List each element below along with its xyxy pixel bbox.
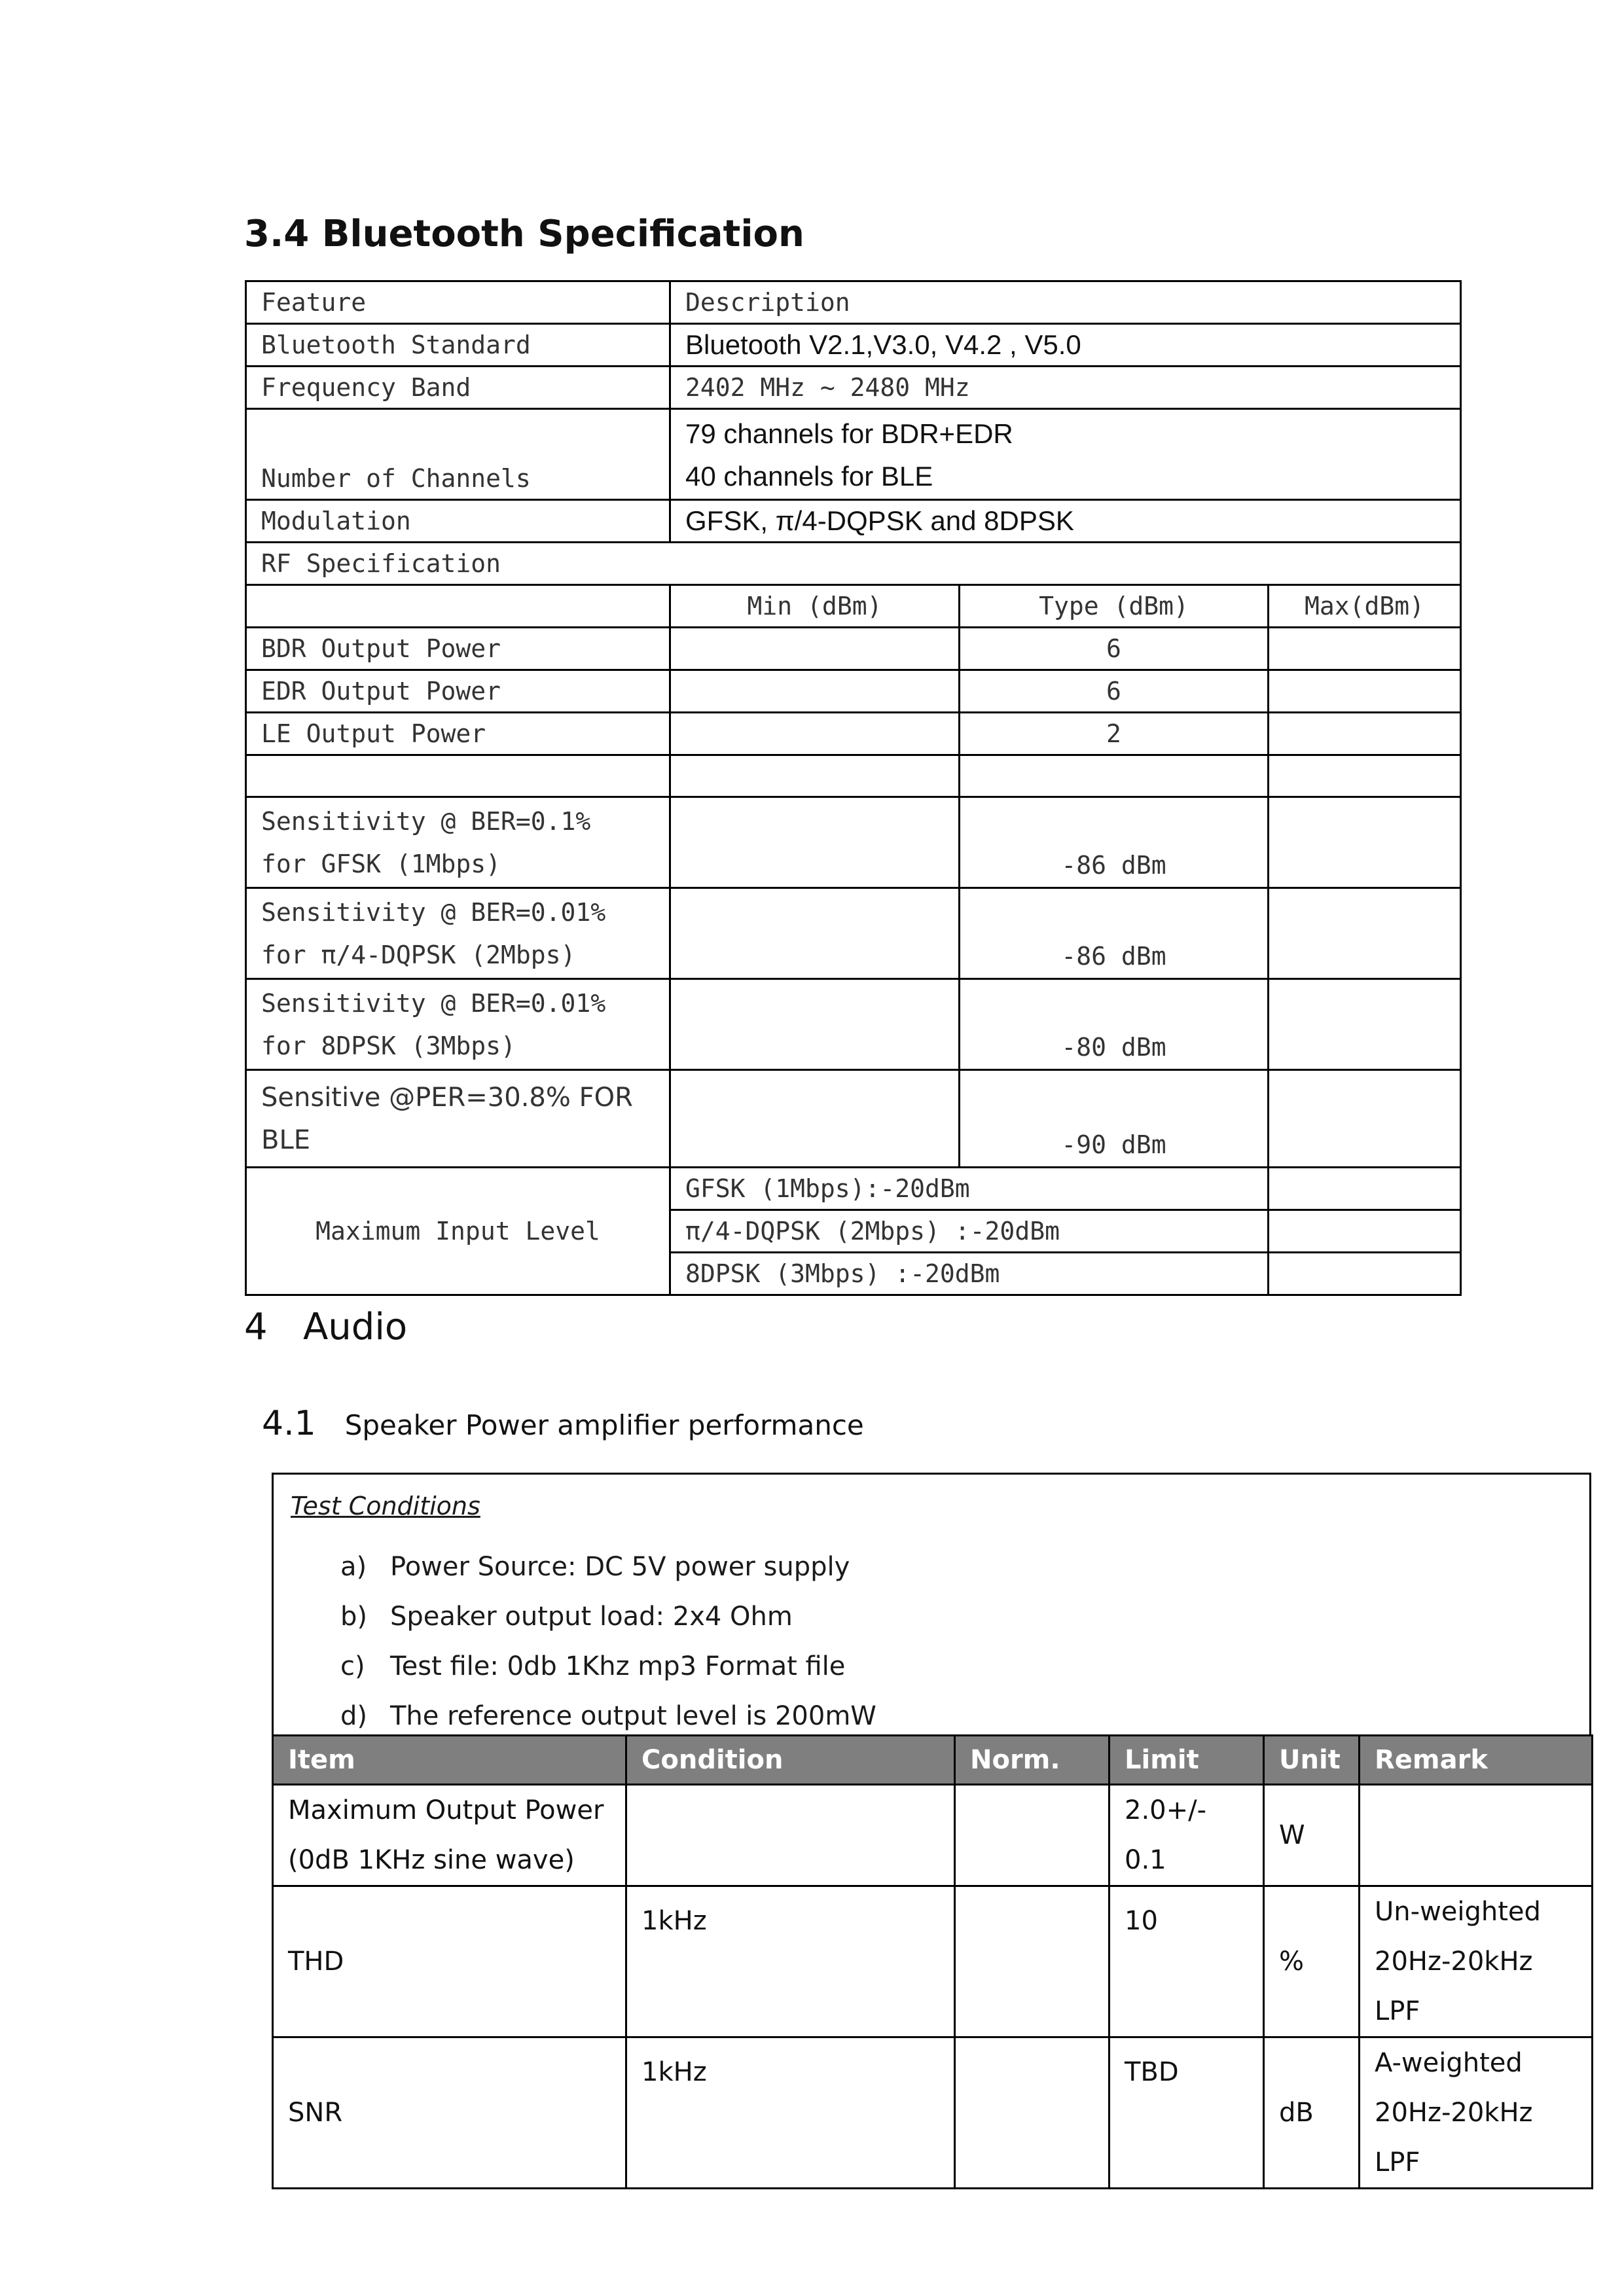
table-row — [246, 1070, 1461, 1168]
label-line: for π/4-DQPSK (2Mbps) — [261, 941, 576, 969]
min-cell — [670, 797, 960, 888]
table-row — [246, 755, 1461, 797]
sensitivity-value: -86 dBm — [960, 797, 1269, 888]
max-header: Max(dBm) — [1269, 585, 1461, 628]
table-row — [246, 1168, 1461, 1210]
table-row — [246, 324, 1461, 367]
norm-cell — [955, 2037, 1110, 2189]
table-row — [246, 585, 1461, 628]
norm-cell — [955, 1886, 1110, 2037]
table-row — [246, 713, 1461, 755]
remark-line: A-weighted — [1375, 2048, 1523, 2078]
condition-text: Power Source: DC 5V power supply — [390, 1552, 850, 1582]
speaker-section-heading — [262, 1404, 864, 1443]
table-row — [246, 367, 1461, 409]
type-header: Type (dBm) — [960, 585, 1269, 628]
channels-line: 79 channels for BDR+EDR — [685, 418, 1013, 449]
max-input-value: 8DPSK (3Mbps) :-20dBm — [670, 1253, 1269, 1295]
condition-item — [340, 1701, 876, 1731]
item-cell: SNR — [273, 2037, 626, 2189]
limit-cell: 10 — [1110, 1886, 1264, 2037]
remark-line: 20Hz-20kHz LPF — [1375, 2098, 1533, 2178]
table-row — [246, 628, 1461, 670]
max-input-label: Maximum Input Level — [246, 1168, 670, 1295]
max-input-value: GFSK (1Mbps):-20dBm — [670, 1168, 1269, 1210]
item-line: (0dB 1KHz sine wave) — [288, 1845, 575, 1875]
feature-cell: Frequency Band — [246, 367, 670, 409]
max-cell — [1269, 797, 1461, 888]
label-line: for GFSK (1Mbps) — [261, 850, 501, 878]
col-header-remark: Remark — [1360, 1736, 1593, 1785]
max-cell — [1269, 979, 1461, 1070]
max-cell — [1269, 888, 1461, 979]
table-row — [273, 2037, 1593, 2189]
label-line: Sensitivity @ BER=0.01% — [261, 898, 606, 927]
feature-cell: Number of Channels — [246, 409, 670, 500]
sensitivity-label — [246, 797, 670, 888]
table-row — [273, 1886, 1593, 2037]
description-cell: GFSK, π/4-DQPSK and 8DPSK — [670, 500, 1461, 543]
condition-text: Test file: 0db 1Khz mp3 Format file — [390, 1651, 846, 1681]
max-cell — [1269, 1168, 1461, 1210]
table-row — [246, 409, 1461, 500]
empty-cell — [960, 755, 1269, 797]
empty-cell — [246, 585, 670, 628]
max-cell — [1269, 1070, 1461, 1168]
type-cell: 6 — [960, 670, 1269, 713]
remark-line: 20Hz-20kHz LPF — [1375, 1946, 1533, 2026]
sensitivity-label — [246, 1070, 670, 1168]
feature-cell: BDR Output Power — [246, 628, 670, 670]
description-header: Description — [670, 281, 1461, 324]
item-cell — [273, 1785, 626, 1886]
section-title: Speaker Power amplifier performance — [344, 1409, 864, 1441]
min-cell — [670, 628, 960, 670]
norm-cell — [955, 1785, 1110, 1886]
col-header-item: Item — [273, 1736, 626, 1785]
remark-line: Un-weighted — [1375, 1897, 1541, 1927]
type-cell: 6 — [960, 628, 1269, 670]
table-row — [246, 979, 1461, 1070]
condition-letter: a) — [340, 1552, 367, 1582]
remark-cell — [1360, 2037, 1593, 2189]
item-line: Maximum Output Power — [288, 1795, 604, 1825]
audio-section-heading — [244, 1306, 407, 1348]
limit-cell: 2.0+/- 0.1 — [1110, 1785, 1264, 1886]
sensitivity-value: -90 dBm — [960, 1070, 1269, 1168]
feature-cell: EDR Output Power — [246, 670, 670, 713]
section-number: 4.1 — [262, 1404, 316, 1443]
table-header-row — [273, 1736, 1593, 1785]
sensitivity-value: -86 dBm — [960, 888, 1269, 979]
max-input-value: π/4-DQPSK (2Mbps) :-20dBm — [670, 1210, 1269, 1253]
section-number: 4 — [244, 1306, 268, 1348]
label-line: Sensitive @PER=30.8% FOR — [261, 1083, 633, 1113]
limit-cell: TBD — [1110, 2037, 1264, 2189]
table-row — [246, 500, 1461, 543]
col-header-limit: Limit — [1110, 1736, 1264, 1785]
condition-letter: d) — [340, 1701, 367, 1731]
condition-letter: c) — [340, 1651, 365, 1681]
section-title: Audio — [303, 1306, 408, 1348]
max-cell — [1269, 1210, 1461, 1253]
max-cell — [1269, 1253, 1461, 1295]
item-cell: THD — [273, 1886, 626, 2037]
bluetooth-section-heading: 3.4 Bluetooth Specification — [244, 213, 804, 255]
min-cell — [670, 670, 960, 713]
max-cell — [1269, 628, 1461, 670]
type-cell: 2 — [960, 713, 1269, 755]
remark-cell — [1360, 1886, 1593, 2037]
test-conditions-title: Test Conditions — [291, 1492, 480, 1520]
test-conditions-box — [272, 1473, 1591, 1734]
condition-letter: b) — [340, 1602, 367, 1632]
min-cell — [670, 888, 960, 979]
condition-cell: 1kHz — [626, 2037, 955, 2189]
condition-item — [340, 1651, 845, 1681]
min-cell — [670, 979, 960, 1070]
min-cell — [670, 1070, 960, 1168]
label-line: for 8DPSK (3Mbps) — [261, 1031, 516, 1060]
col-header-norm: Norm. — [955, 1736, 1110, 1785]
empty-cell — [246, 755, 670, 797]
table-row — [246, 281, 1461, 324]
empty-cell — [670, 755, 960, 797]
feature-header: Feature — [246, 281, 670, 324]
rf-spec-heading: RF Specification — [246, 543, 1461, 585]
feature-cell: Modulation — [246, 500, 670, 543]
condition-item — [340, 1552, 850, 1582]
unit-cell: W — [1264, 1785, 1360, 1886]
max-cell — [1269, 670, 1461, 713]
remark-cell — [1360, 1785, 1593, 1886]
table-row — [246, 670, 1461, 713]
col-header-condition: Condition — [626, 1736, 955, 1785]
condition-text: Speaker output load: 2x4 Ohm — [390, 1602, 793, 1632]
max-cell — [1269, 713, 1461, 755]
sensitivity-label — [246, 888, 670, 979]
speaker-performance-table — [272, 1734, 1593, 2189]
channels-line: 40 channels for BLE — [685, 461, 933, 492]
table-row — [273, 1785, 1593, 1886]
empty-cell — [1269, 755, 1461, 797]
feature-cell: LE Output Power — [246, 713, 670, 755]
condition-cell — [626, 1785, 955, 1886]
feature-cell: Bluetooth Standard — [246, 324, 670, 367]
sensitivity-label — [246, 979, 670, 1070]
label-line: BLE — [261, 1125, 310, 1155]
unit-cell: % — [1264, 1886, 1360, 2037]
table-row — [246, 543, 1461, 585]
sensitivity-value: -80 dBm — [960, 979, 1269, 1070]
table-row — [246, 888, 1461, 979]
condition-text: The reference output level is 200mW — [390, 1701, 876, 1731]
condition-cell: 1kHz — [626, 1886, 955, 2037]
label-line: Sensitivity @ BER=0.01% — [261, 989, 606, 1018]
label-line: Sensitivity @ BER=0.1% — [261, 807, 591, 836]
bluetooth-spec-table — [245, 280, 1462, 1296]
table-row — [246, 797, 1461, 888]
col-header-unit: Unit — [1264, 1736, 1360, 1785]
description-cell: 2402 MHz ~ 2480 MHz — [670, 367, 1461, 409]
min-cell — [670, 713, 960, 755]
description-cell — [670, 409, 1461, 500]
condition-item — [340, 1602, 793, 1632]
description-cell: Bluetooth V2.1,V3.0, V4.2 , V5.0 — [670, 324, 1461, 367]
unit-cell: dB — [1264, 2037, 1360, 2189]
min-header: Min (dBm) — [670, 585, 960, 628]
